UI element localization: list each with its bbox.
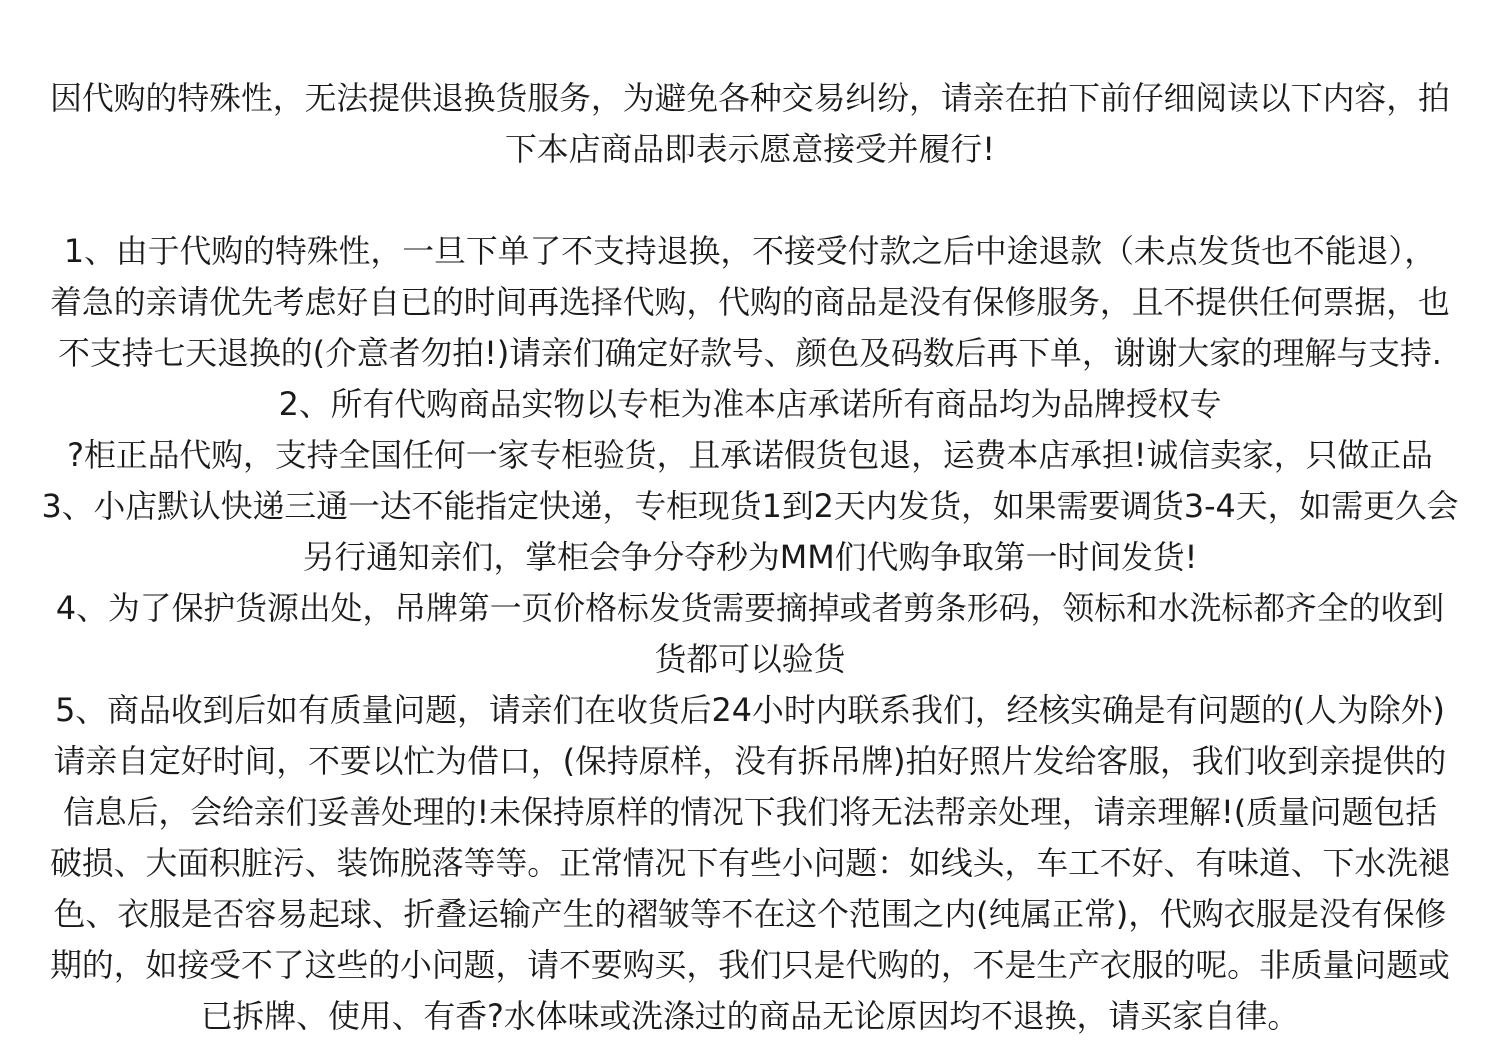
rule-5-line-5: 色、衣服是否容易起球、折叠运输产生的褶皱等不在这个范围之内(纯属正常)，代购衣服是没有保修	[53, 895, 1447, 933]
rule-3-line-2: 另行通知亲们，掌柜会争分夺秒为MM们代购争取第一时间发货!	[302, 538, 1198, 576]
rule-5-line-1: 5、商品收到后如有质量问题，请亲们在收货后24小时内联系我们，经核实确是有问题的(人为除外)	[55, 691, 1445, 729]
rule-5-line-2: 请亲自定好时间，不要以忙为借口，(保持原样，没有拆吊牌)拍好照片发给客服，我们收到亲提供的	[53, 742, 1447, 780]
rule-3-line-1: 3、小店默认快递三通一达不能指定快递，专柜现货1到2天内发货，如果需要调货3-4天，如需更久会	[41, 487, 1459, 525]
rule-2-line-1: 2、所有代购商品实物以专柜为准本店承诺所有商品均为品牌授权专	[278, 385, 1222, 423]
rule-2-line-2: ?柜正品代购，支持全国任何一家专柜验货，且承诺假货包退，运费本店承担!诚信卖家，只做正品	[67, 436, 1433, 474]
rule-1-line-2: 着急的亲请优先考虑好自已的时间再选择代购，代购的商品是没有保修服务，且不提供任何票据，也	[50, 283, 1450, 321]
rule-4-line-1: 4、为了保护货源出处，吊牌第一页价格标发货需要摘掉或者剪条形码，领标和水洗标都齐全的收到	[55, 589, 1445, 627]
rule-5-line-4: 破损、大面积脏污、装饰脱落等等。正常情况下有些小问题：如线头，车工不好、有味道、下水洗褪	[50, 844, 1450, 882]
rule-1-line-1: 1、由于代购的特殊性，一旦下单了不支持退换，不接受付款之后中途退款（未点发货也不能退），	[63, 232, 1437, 270]
rule-5-line-3: 信息后，会给亲们妥善处理的!未保持原样的情况下我们将无法帮亲处理，请亲理解!(质量问题包括	[62, 793, 1438, 831]
rule-1-line-3: 不支持七天退换的(介意者勿拍!)请亲们确定好款号、颜色及码数后再下单，谢谢大家的理解与支持.	[58, 334, 1442, 372]
intro-line-1: 因代购的特殊性，无法提供退换货服务，为避免各种交易纠纷，请亲在拍下前仔细阅读以下内容，拍	[50, 79, 1450, 117]
intro-line-2: 下本店商品即表示愿意接受并履行!	[505, 130, 995, 168]
paragraph-spacer	[0, 175, 1500, 226]
rule-4-line-2: 货都可以验货	[654, 640, 846, 678]
rule-5-line-6: 期的，如接受不了这些的小问题，请不要购买，我们只是代购的，不是生产衣服的呢。非质量问题或	[50, 946, 1450, 984]
rule-5-line-7: 已拆牌、使用、有香?水体味或洗涤过的商品无论原因均不退换，请买家自律。	[200, 997, 1300, 1035]
store-notice	[0, 73, 1500, 1042]
